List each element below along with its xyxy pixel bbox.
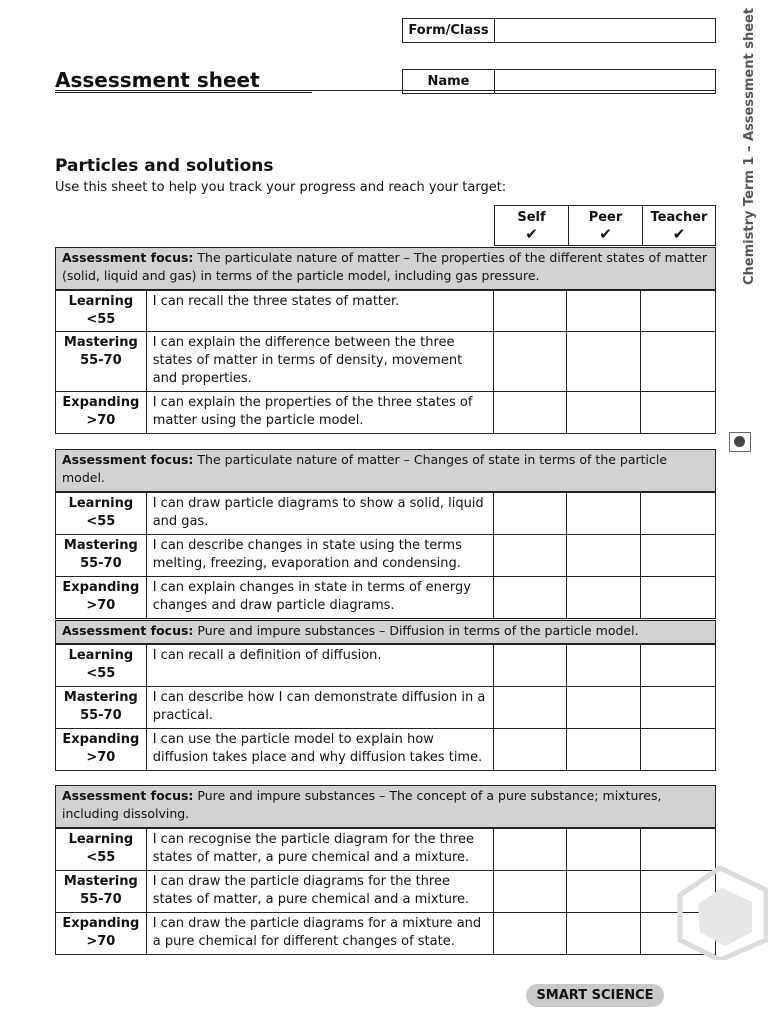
assessment-section-1	[55, 247, 716, 434]
side-label: Chemistry Term 1 – Assessment sheet	[742, 7, 757, 285]
level-name: Mastering	[63, 335, 138, 350]
statement-cell: I can explain the difference between the three states of matter in terms of density, movement and properties.	[147, 332, 494, 391]
self-check-cell[interactable]	[494, 392, 568, 433]
teacher-check-cell[interactable]	[641, 332, 715, 391]
peer-check-cell[interactable]	[567, 493, 641, 534]
topic-title: Particles and solutions	[55, 156, 274, 176]
peer-check-cell[interactable]	[567, 392, 641, 433]
level-range: >70	[86, 598, 116, 613]
level-cell	[56, 291, 147, 331]
peer-check-cell[interactable]	[567, 913, 641, 954]
peer-check-cell[interactable]	[567, 829, 641, 870]
table-row	[56, 290, 715, 331]
peer-check-cell[interactable]	[567, 577, 641, 618]
level-range: 55-70	[80, 892, 122, 907]
name-label: Name	[403, 70, 495, 93]
level-cell	[56, 729, 147, 770]
peer-check-cell[interactable]	[567, 291, 641, 331]
assessment-section-4	[55, 785, 716, 955]
column-peer-label: Peer	[588, 210, 623, 225]
statement-cell: I can describe changes in state using the terms melting, freezing, evaporation and condensing.	[147, 535, 494, 576]
teacher-check-cell[interactable]	[641, 577, 715, 618]
column-self-label: Self	[517, 210, 546, 225]
statement-cell: I can recall the three states of matter.	[147, 291, 494, 331]
column-peer	[568, 205, 643, 246]
column-teacher-label: Teacher	[650, 210, 708, 225]
level-name: Mastering	[63, 538, 138, 553]
statement-cell: I can recall a definition of diffusion.	[147, 645, 494, 686]
teacher-check-cell[interactable]	[641, 392, 715, 433]
self-check-cell[interactable]	[494, 332, 568, 391]
level-cell	[56, 871, 147, 912]
page-title: Assessment sheet	[55, 68, 260, 92]
statement-cell: I can recognise the particle diagram for the three states of matter, a pure chemical and a mixture.	[147, 829, 494, 870]
level-cell	[56, 829, 147, 870]
table-row	[56, 534, 715, 576]
table-row	[56, 870, 715, 912]
level-range: >70	[86, 934, 116, 949]
table-row	[56, 728, 715, 770]
level-cell	[56, 493, 147, 534]
level-name: Expanding	[62, 916, 140, 931]
self-check-cell[interactable]	[494, 913, 568, 954]
level-name: Mastering	[63, 690, 138, 705]
self-check-cell[interactable]	[494, 535, 568, 576]
check-icon: ✔	[672, 225, 686, 243]
table-row	[56, 644, 715, 686]
self-check-cell[interactable]	[494, 729, 568, 770]
hexagon-watermark-icon	[670, 860, 768, 960]
level-range: 55-70	[80, 708, 122, 723]
level-range: >70	[86, 750, 116, 765]
title-underline	[55, 92, 312, 93]
statement-cell: I can draw the particle diagrams for the three states of matter, a pure chemical and a mixture.	[147, 871, 494, 912]
self-check-cell[interactable]	[494, 871, 568, 912]
form-class-field[interactable]	[495, 19, 715, 42]
peer-check-cell[interactable]	[567, 687, 641, 728]
level-range: 55-70	[80, 353, 122, 368]
column-self	[494, 205, 569, 246]
assessment-section-2	[55, 449, 716, 619]
teacher-check-cell[interactable]	[641, 645, 715, 686]
column-teacher	[642, 205, 716, 246]
level-range: <55	[86, 666, 116, 681]
table-row	[56, 331, 715, 391]
table-row	[56, 576, 715, 618]
level-cell	[56, 332, 147, 391]
focus-label: Assessment focus:	[62, 623, 194, 638]
level-name: Learning	[68, 294, 134, 309]
level-cell	[56, 913, 147, 954]
table-row	[56, 912, 715, 954]
topic-intro: Use this sheet to help you track your progress and reach your target:	[55, 180, 507, 195]
form-class-label: Form/Class	[403, 19, 495, 42]
title-rule	[55, 90, 715, 91]
level-cell	[56, 687, 147, 728]
focus-label: Assessment focus:	[62, 452, 194, 467]
level-name: Learning	[68, 832, 134, 847]
level-cell	[56, 535, 147, 576]
level-cell	[56, 392, 147, 433]
assessment-focus	[56, 621, 715, 644]
level-name: Learning	[68, 496, 134, 511]
focus-text: Pure and impure substances – The concept of a pure substance; mixtures, including dissolving.	[62, 788, 662, 821]
statement-cell: I can use the particle model to explain how diffusion takes place and why diffusion takes time.	[147, 729, 494, 770]
peer-check-cell[interactable]	[567, 871, 641, 912]
brand-badge: SMART SCIENCE	[526, 984, 664, 1007]
teacher-check-cell[interactable]	[641, 535, 715, 576]
statement-cell: I can explain the properties of the three states of matter using the particle model.	[147, 392, 494, 433]
level-range: 55-70	[80, 556, 122, 571]
self-check-cell[interactable]	[494, 577, 568, 618]
peer-check-cell[interactable]	[567, 729, 641, 770]
teacher-check-cell[interactable]	[641, 729, 715, 770]
table-row	[56, 391, 715, 433]
assessment-focus	[56, 248, 715, 290]
focus-text: The particulate nature of matter – The properties of the different states of matter (solid, liquid and gas) in terms of the particle model, including gas pressure.	[62, 250, 708, 283]
statement-cell: I can describe how I can demonstrate diffusion in a practical.	[147, 687, 494, 728]
check-icon: ✔	[525, 225, 538, 243]
level-cell	[56, 645, 147, 686]
statement-cell: I can draw particle diagrams to show a solid, liquid and gas.	[147, 493, 494, 534]
focus-text: Pure and impure substances – Diffusion in terms of the particle model.	[197, 623, 639, 638]
record-icon	[729, 432, 751, 452]
self-check-cell[interactable]	[494, 291, 568, 331]
level-name: Expanding	[62, 580, 140, 595]
teacher-check-cell[interactable]	[641, 291, 715, 331]
level-name: Expanding	[62, 395, 140, 410]
assessment-focus	[56, 450, 715, 492]
teacher-check-cell[interactable]	[641, 687, 715, 728]
level-range: >70	[86, 413, 116, 428]
level-name: Mastering	[63, 874, 138, 889]
level-range: <55	[86, 312, 116, 327]
statement-cell: I can draw the particle diagrams for a mixture and a pure chemical for different changes of state.	[147, 913, 494, 954]
focus-text: The particulate nature of matter – Changes of state in terms of the particle model.	[62, 452, 668, 485]
level-name: Expanding	[62, 732, 140, 747]
form-class-box	[402, 18, 716, 43]
statement-cell: I can explain changes in state in terms of energy changes and draw particle diagrams.	[147, 577, 494, 618]
level-cell	[56, 577, 147, 618]
table-row	[56, 686, 715, 728]
peer-check-cell[interactable]	[567, 535, 641, 576]
level-name: Learning	[68, 648, 134, 663]
peer-check-cell[interactable]	[567, 332, 641, 391]
assessment-focus	[56, 786, 715, 828]
peer-check-cell[interactable]	[567, 645, 641, 686]
focus-label: Assessment focus:	[62, 788, 194, 803]
assessment-section-3	[55, 620, 716, 771]
teacher-check-cell[interactable]	[641, 493, 715, 534]
level-range: <55	[86, 850, 116, 865]
self-check-cell[interactable]	[494, 493, 568, 534]
level-range: <55	[86, 514, 116, 529]
focus-label: Assessment focus:	[62, 250, 194, 265]
self-check-cell[interactable]	[494, 687, 568, 728]
check-icon: ✔	[599, 225, 612, 243]
self-check-cell[interactable]	[494, 645, 568, 686]
table-row	[56, 828, 715, 870]
self-check-cell[interactable]	[494, 829, 568, 870]
table-row	[56, 492, 715, 534]
